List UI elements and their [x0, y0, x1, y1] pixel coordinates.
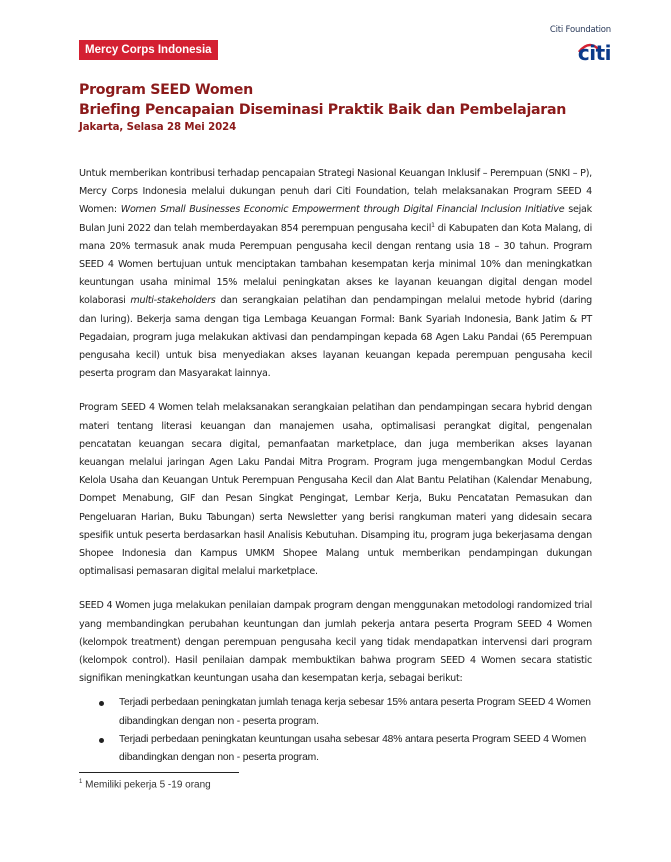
- title-block: [79, 80, 566, 135]
- citi-foundation-caption: Citi Foundation: [549, 25, 611, 35]
- paragraph-impact: SEED 4 Women juga melakukan penilaian dampak program dengan menggunakan metodologi randomized trial yang membandingkan perubahan keuntungan dan jumlah pekerja antara peserta Program SEED 4 Women (kelompok treatment) dengan perempuan pengusaha kecil yang tidak mendapatkan intervensi dari program (kelompok control). Hasil penilaian dampak membuktikan bahwa program SEED 4 Women secara statistic signifikan meningkatkan keuntungan usaha dan kesempatan kerja, sebagai berikut:: [79, 600, 592, 685]
- multi-stakeholders-italic: multi-stakeholders: [130, 295, 216, 307]
- document-body: [79, 165, 592, 767]
- paragraph-text: Untuk memberikan kontribusi terhadap pencapaian Strategi Nasional Keuangan Inklusif – Perempuan (SNKI – P), Mercy Corps Indonesia melalui dukungan penuh dari Citi Foundation, telah melaksanakan Program SEED 4 Women:: [79, 168, 592, 216]
- location-date: Jakarta, Selasa 28 Mei 2024: [79, 122, 237, 133]
- program-title: Program SEED Women: [79, 82, 253, 98]
- footnote: [79, 779, 211, 790]
- bullet-icon: [99, 738, 104, 743]
- citi-logo-icon: [565, 37, 611, 63]
- list-item: [79, 694, 592, 730]
- mercy-corps-logo: Mercy Corps Indonesia: [79, 40, 218, 60]
- footnote-text: Memiliki pekerja 5 -19 orang: [82, 779, 211, 791]
- bullet-icon: [99, 701, 104, 706]
- results-list: [79, 694, 592, 767]
- list-item-text: Terjadi perbedaan peningkatan jumlah tenaga kerja sebesar 15% antara peserta Program SEED 4 Women dibandingkan dengan non - peserta program.: [119, 697, 591, 727]
- footnote-number: 1: [79, 779, 83, 785]
- list-item: [79, 731, 592, 767]
- paragraph-intro: [79, 165, 592, 383]
- list-item-text: Terjadi perbedaan peningkatan keuntungan usaha sebesar 48% antara peserta Program SEED 4 Women dibandingkan dengan non - peserta program.: [119, 733, 587, 764]
- paragraph-text: dan serangkaian pelatihan dan pendampingan melalui metode hybrid (daring dan luring). Bekerja sama dengan tiga Lembaga Keuangan Formal: Bank Syariah Indonesia, Bank Jatim & PT Pegadaian, program juga melakukan aktivasi dan pendampingan kepada 68 Agen Laku Pandai (65 Perempuan pengusaha kecil) untuk bisa menyediakan akses layanan keuangan kepada perempuan pengusaha kecil peserta program dan Masyarakat lainnya.: [79, 295, 593, 380]
- paragraph-text: di Kabupaten dan Kota Malang, di mana 20% termasuk anak muda Perempuan pengusaha kecil dengan rentang usia 18 – 30 tahun. Program SEED 4 Women bertujuan untuk menciptakan tambahan kesempatan kerja minimal 10% dan meningkatkan keuntungan usaha minimal 15% melalui peningkatan akses ke layanan keuangan digital dengan model kolaborasi: [79, 222, 592, 307]
- paragraph-activities: Program SEED 4 Women telah melaksanakan serangkaian pelatihan dan pendampingan secara hybrid dengan materi tentang literasi keuangan dan manajemen usaha, optimalisasi perangkat digital, pengenalan pencatatan keuangan secara digital, pemanfaatan marketplace, dan juga memberikan akses layanan keuangan melalui jaringan Agen Laku Pandai Mitra Program. Program juga mengembangkan Modul Cerdas Kelola Usaha dan Keuangan Untuk Perempuan Pengusaha Kecil dan Alat Bantu Pelatihan (Kalendar Menabung, Dompet Menabung, GIF dan Pesan Singkat Pengingat, Lembar Kerja, Buku Pencatatan Pemasukan dan Pengeluaran Harian, Buku Tabungan) serta Newsletter yang berisi rangkuman materi yang didesain secara spesifik untuk peserta berdasarkan hasil Analisis Kebutuhan. Disamping itu, program juga bekerjasama dengan Shopee Indonesia dan Kampus UMKM Shopee Malang untuk memberikan pendampingan dukungan optimalisasi pemasaran digital melalui marketplace.: [79, 402, 592, 578]
- briefing-title: Briefing Pencapaian Diseminasi Praktik Baik dan Pembelajaran: [79, 102, 567, 118]
- citi-wordmark: citi: [577, 41, 611, 65]
- citi-foundation-logo: [550, 25, 611, 63]
- paragraph-text: sejak Bulan Juni 2022 dan telah memberdayakan 854 perempuan pengusaha kecil: [79, 204, 592, 234]
- footnote-divider: [79, 772, 239, 773]
- footnote-reference[interactable]: 1: [431, 221, 435, 229]
- program-name-italic: Women Small Businesses Economic Empowerment through Digital Financial Inclusion Initiative: [120, 204, 565, 216]
